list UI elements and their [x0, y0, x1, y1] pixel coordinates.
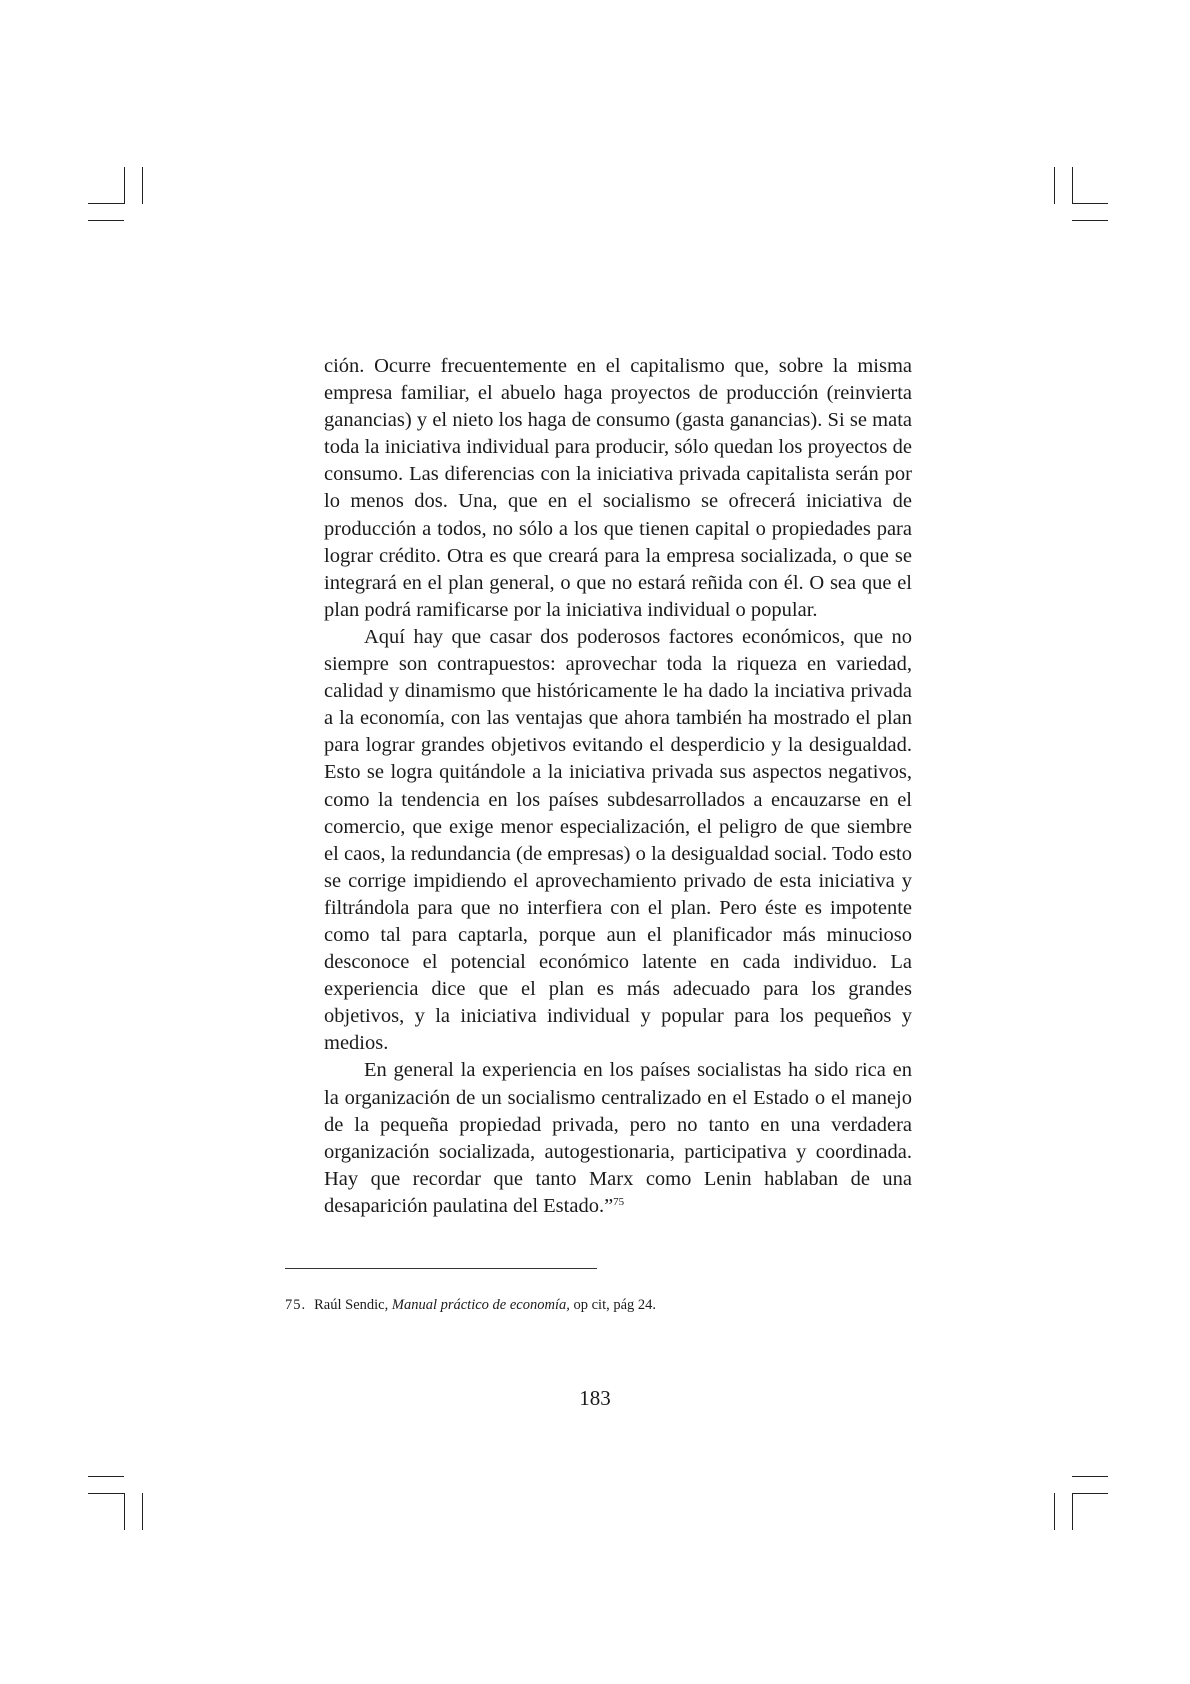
crop-mark-bottom-left-v2 — [142, 1493, 143, 1530]
footnote-author: Raúl Sendic, — [314, 1297, 392, 1313]
crop-mark-top-right-h2 — [1072, 220, 1108, 221]
paragraph-2: Aquí hay que casar dos poderosos factores económicos, que no siempre son contrapuestos: aprovechar toda la riqueza en variedad, calidad y dinamismo que históricamente le ha dado la inciativa privada a la economía, con las ventajas que ahora también ha mostrado el plan para lograr grandes objetivos evitando el desperdicio y la desigualdad. Esto se logra quitándole a la iniciativa privada sus aspectos negativos, como la tendencia en los países subdesarrollados a encauzarse en el comercio, que exige menor especialización, el peligro de que siembre el caos, la redundancia (de empresas) o la desigualdad social. Todo esto se corrige impidiendo el aprovechamiento privado de esta iniciativa y filtrándola para que no interfiera con el plan. Pero éste es impotente como tal para captarla, porque aun el planificador más minucioso desconoce el potencial económico latente en cada individuo. La experiencia dice que el plan es más adecuado para los grandes objetivos, y la iniciativa individual y popular para los pequeños y medios. — [324, 625, 912, 1055]
crop-mark-top-left-v — [124, 167, 125, 204]
page-number: 183 — [579, 1386, 611, 1410]
crop-mark-top-right-v2 — [1072, 167, 1073, 204]
crop-mark-bottom-left-v — [124, 1493, 125, 1530]
body-text — [324, 353, 912, 1220]
footnote — [285, 1296, 656, 1314]
crop-mark-top-left-h — [88, 203, 124, 204]
crop-mark-bottom-right-v — [1054, 1493, 1055, 1530]
footnote-number: 75. — [285, 1297, 307, 1313]
footnote-reference[interactable]: 75 — [613, 1195, 625, 1208]
footnote-rule — [285, 1268, 597, 1269]
crop-mark-bottom-left-h — [88, 1476, 124, 1477]
crop-mark-top-right-h — [1072, 203, 1108, 204]
paragraph-1: ción. Ocurre frecuentemente en el capitalismo que, sobre la misma empresa familiar, el abuelo haga proyectos de producción (reinvierta ganancias) y el nieto los haga de consumo (gasta ganancias). Si se mata toda la iniciativa individual para producir, sólo quedan los proyectos de consumo. Las diferencias con la iniciativa privada capitalista serán por lo menos dos. Una, que en el socialismo se ofrecerá iniciativa de producción a todos, no sólo a los que tienen capital o propiedades para lograr crédito. Otra es que creará para la empresa socializada, o que se integrará en el plan general, o que no estará reñida con él. O sea que el plan podrá ramificarse por la iniciativa individual o popular. — [324, 355, 912, 621]
crop-mark-bottom-right-h2 — [1072, 1493, 1108, 1494]
crop-mark-bottom-left-h2 — [88, 1493, 124, 1494]
crop-mark-bottom-right-v2 — [1072, 1493, 1073, 1530]
crop-mark-top-left-h2 — [88, 220, 124, 221]
paragraph-3-text: En general la experiencia en los países socialistas ha sido rica en la organización de un socialismo centralizado en el Estado o el manejo de la pequeña propiedad privada, pero no tanto en una verdadera organización socializada, autogestionaria, participativa y coordinada. Hay que recordar que tanto Marx como Lenin hablaban de una desaparición paulatina del Estado.” — [324, 1059, 912, 1217]
footnote-title: Manual práctico de economía, — [391, 1297, 570, 1313]
footnote-rest: op cit, pág 24. — [569, 1297, 657, 1313]
crop-mark-top-left-v2 — [142, 167, 143, 204]
crop-mark-bottom-right-h — [1072, 1476, 1108, 1477]
paragraph-3 — [324, 1057, 912, 1220]
crop-mark-top-right-v — [1054, 167, 1055, 204]
